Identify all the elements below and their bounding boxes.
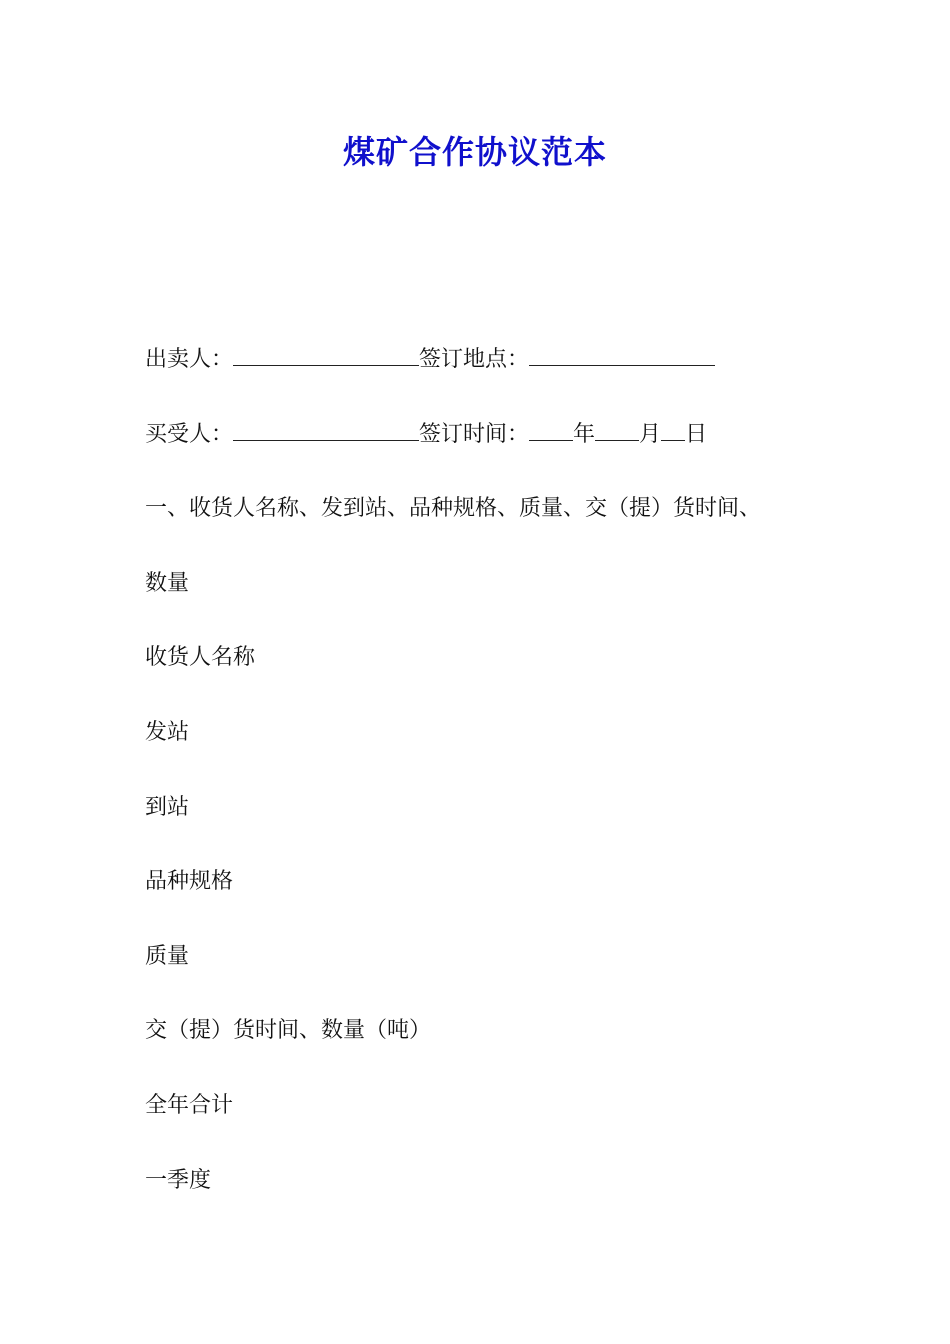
buyer-label: 买受人： — [145, 422, 234, 447]
list-item: 全年合计 — [145, 1093, 234, 1118]
sign-place-label: 签订地点： — [419, 347, 530, 372]
list-item: 交（提）货时间、数量（吨） — [145, 1018, 432, 1043]
list-item: 到站 — [145, 795, 190, 820]
year-blank — [529, 420, 573, 441]
document-title: 煤矿合作协议范本 — [342, 133, 607, 171]
sign-place-blank — [529, 345, 715, 366]
list-item: 收货人名称 — [145, 645, 256, 670]
list-item: 一季度 — [145, 1168, 212, 1193]
year-label: 年 — [573, 422, 596, 447]
seller-label: 出卖人： — [145, 347, 234, 372]
day-blank — [661, 420, 685, 441]
buyer-line — [145, 420, 707, 450]
list-item: 品种规格 — [145, 869, 234, 894]
list-item: 质量 — [145, 944, 190, 969]
day-label: 日 — [685, 422, 708, 447]
list-item: 发站 — [145, 720, 190, 745]
section1-heading-line1: 一、收货人名称、发到站、品种规格、质量、交（提）货时间、 — [145, 496, 762, 521]
buyer-blank — [233, 420, 419, 441]
sign-time-label: 签订时间： — [419, 422, 530, 447]
seller-line — [145, 345, 715, 375]
seller-blank — [233, 345, 419, 366]
month-label: 月 — [639, 422, 662, 447]
month-blank — [595, 420, 639, 441]
section1-heading-line2: 数量 — [145, 571, 190, 596]
